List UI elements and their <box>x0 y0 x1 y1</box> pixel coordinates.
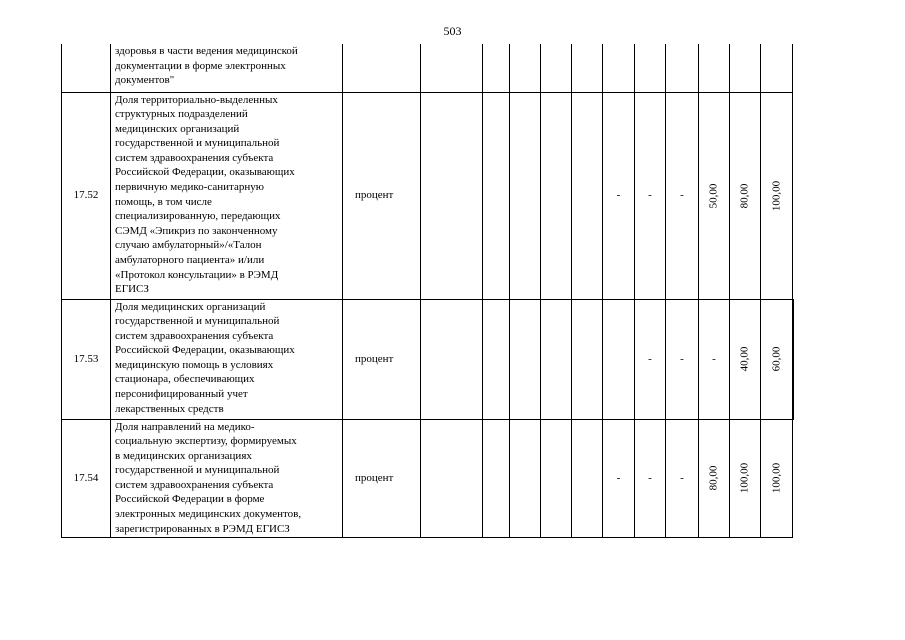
value-cell <box>572 92 603 299</box>
unit-cell: процент <box>343 92 421 299</box>
description-line: стационара, обеспечивающих <box>115 373 255 386</box>
description-line: документов" <box>115 74 175 87</box>
description-line: «Протокол консультации» в РЭМД <box>115 268 279 281</box>
indicator-description <box>111 299 343 419</box>
description-line: электронных медицинских документов, <box>115 508 302 521</box>
indicator-table <box>61 44 794 538</box>
value-cell <box>510 419 541 537</box>
value-cell <box>541 44 572 92</box>
unit-cell <box>343 44 421 92</box>
description-line: в медицинских организациях <box>115 449 252 462</box>
value-text: 50,00 <box>707 183 720 208</box>
row-number: 17.52 <box>62 92 111 299</box>
value-cell <box>603 44 635 92</box>
description-line: Доля территориально-выделенных <box>115 93 278 106</box>
indicator-description <box>111 419 343 537</box>
value-cell <box>603 299 635 419</box>
description-line: амбулаторного пациента» и/или <box>115 254 265 267</box>
value-cell: - <box>635 419 666 537</box>
description-line: государственной и муниципальной <box>115 137 280 150</box>
description-line: специализированную, передающих <box>115 210 281 223</box>
description-line: СЭМД «Эпикриз по законченному <box>115 224 278 237</box>
value-cell: - <box>635 299 666 419</box>
description-line: персонифицированный учет <box>115 388 248 401</box>
value-text: 100,00 <box>770 462 783 494</box>
value-cell <box>483 419 510 537</box>
value-cell: - <box>666 92 699 299</box>
value-cell <box>730 299 761 419</box>
value-cell <box>761 44 793 92</box>
value-cell <box>699 419 730 537</box>
description-line: систем здравоохранения субъекта <box>115 329 274 342</box>
description-line: зарегистрированных в РЭМД ЕГИСЗ <box>115 522 290 535</box>
value-cell: - <box>666 419 699 537</box>
value-cell <box>510 299 541 419</box>
row-number: 17.54 <box>62 419 111 537</box>
value-cell: - <box>699 299 730 419</box>
value-cell <box>541 299 572 419</box>
value-cell <box>541 419 572 537</box>
value-cell <box>421 299 483 419</box>
value-cell: - <box>603 92 635 299</box>
value-text: 40,00 <box>738 346 751 372</box>
value-cell <box>541 92 572 299</box>
table-row <box>62 419 794 537</box>
description-line: Российской Федерации в форме <box>115 493 265 506</box>
description-line: Доля направлений на медико- <box>115 420 255 433</box>
value-cell <box>730 44 761 92</box>
value-cell <box>483 44 510 92</box>
value-cell <box>635 44 666 92</box>
value-cell <box>483 299 510 419</box>
value-cell <box>730 92 761 299</box>
description-line: систем здравоохранения субъекта <box>115 151 274 164</box>
value-cell <box>572 44 603 92</box>
description-line: лекарственных средств <box>115 402 224 415</box>
description-line: государственной и муниципальной <box>115 464 280 477</box>
value-cell <box>483 92 510 299</box>
row-number <box>62 44 111 92</box>
table-row <box>62 92 794 299</box>
description-line: помощь, в том числе <box>115 195 212 208</box>
description-line: случаю амбулаторный»/«Талон <box>115 239 262 252</box>
value-cell <box>572 299 603 419</box>
description-line: документации в форме электронных <box>115 59 286 72</box>
table-row <box>62 44 794 92</box>
description-line: Российской Федерации, оказывающих <box>115 166 295 179</box>
value-cell <box>761 92 793 299</box>
value-text: 100,00 <box>738 462 751 494</box>
page-number: 503 <box>443 24 462 38</box>
value-cell <box>730 419 761 537</box>
value-cell <box>421 44 483 92</box>
value-text: 80,00 <box>738 183 751 208</box>
description-line: структурных подразделений <box>115 108 248 121</box>
description-line: здоровья в части ведения медицинской <box>115 45 298 57</box>
value-cell <box>421 92 483 299</box>
unit-cell: процент <box>343 299 421 419</box>
value-cell: - <box>666 299 699 419</box>
value-cell <box>421 419 483 537</box>
value-cell <box>761 419 793 537</box>
description-line: ЕГИСЗ <box>115 283 149 296</box>
description-line: медицинских организаций <box>115 122 240 135</box>
value-cell <box>761 299 793 419</box>
description-line: социальную экспертизу, формируемых <box>115 435 297 448</box>
table-row <box>62 299 794 419</box>
value-text: 60,00 <box>770 346 783 372</box>
unit-cell: процент <box>343 419 421 537</box>
value-cell <box>699 92 730 299</box>
value-cell: - <box>603 419 635 537</box>
value-text: 80,00 <box>707 465 720 491</box>
value-cell: - <box>635 92 666 299</box>
value-cell <box>699 44 730 92</box>
value-cell <box>572 419 603 537</box>
value-text: 100,00 <box>770 180 783 211</box>
description-line: Доля медицинских организаций <box>115 300 266 313</box>
row-number: 17.53 <box>62 299 111 419</box>
description-line: первичную медико-санитарную <box>115 181 264 194</box>
indicator-description <box>111 44 343 92</box>
value-cell <box>510 92 541 299</box>
description-line: государственной и муниципальной <box>115 315 280 328</box>
value-cell <box>510 44 541 92</box>
indicator-description <box>111 92 343 299</box>
description-line: систем здравоохранения субъекта <box>115 478 274 491</box>
value-cell <box>666 44 699 92</box>
value-cell <box>793 299 794 419</box>
description-line: медицинскую помощь в условиях <box>115 358 274 371</box>
description-line: Российской Федерации, оказывающих <box>115 344 295 357</box>
